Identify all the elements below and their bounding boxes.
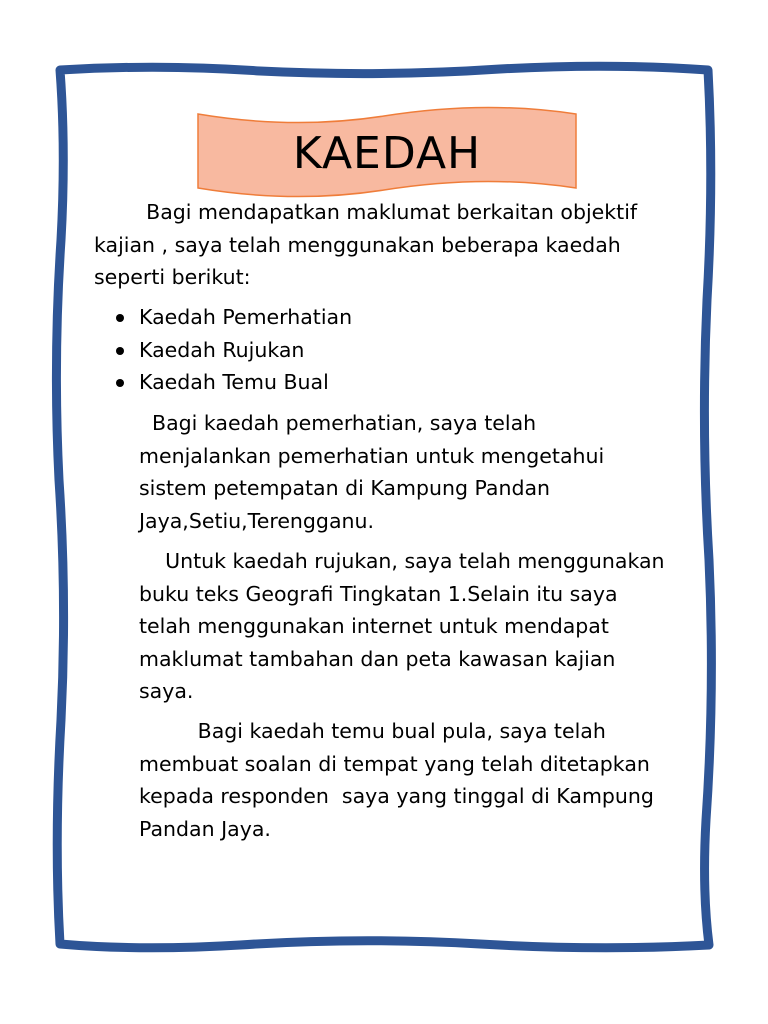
bullet-icon (116, 347, 124, 355)
text-line: sistem petempatan di Kampung Pandan (139, 476, 551, 500)
list-item (112, 334, 352, 367)
text-line: kepada responden saya yang tinggal di Kampung (139, 784, 654, 808)
text-line: buku teks Geografi Tingkatan 1.Selain itu saya (139, 581, 618, 606)
list-item (112, 366, 352, 399)
text-line: saya. (139, 679, 194, 703)
page-title: KAEDAH (292, 128, 482, 179)
text-line: Pandan Jaya. (139, 816, 271, 841)
methods-list (112, 301, 352, 399)
list-item (112, 301, 352, 334)
list-item-label: Kaedah Temu Bual (139, 370, 329, 394)
text-line: Untuk kaedah rujukan, saya telah menggunakan (139, 549, 665, 573)
intro-paragraph (94, 196, 637, 294)
text-line: Jaya,Setiu,Terengganu. (139, 508, 375, 533)
text-line: menjalankan pemerhatian untuk mengetahui (139, 443, 605, 468)
text-line: maklumat tambahan dan peta kawasan kajian (139, 646, 616, 671)
text-line: Bagi mendapatkan maklumat berkaitan objektif (94, 200, 638, 224)
text-line: seperti berikut: (94, 265, 251, 289)
reference-paragraph (139, 545, 665, 708)
text-line: Bagi kaedah temu bual pula, saya telah (139, 719, 606, 743)
list-item-label: Kaedah Rujukan (139, 337, 305, 362)
text-line: kajian , saya telah menggunakan beberapa kaedah (94, 232, 621, 257)
bullet-icon (116, 314, 124, 322)
text-line: telah menggunakan internet untuk mendapat (139, 614, 609, 638)
bullet-icon (116, 379, 124, 387)
interview-paragraph (139, 715, 654, 845)
text-line: Bagi kaedah pemerhatian, saya telah (139, 411, 537, 435)
list-item-label: Kaedah Pemerhatian (139, 305, 353, 329)
observation-paragraph (139, 407, 604, 537)
text-line: membuat soalan di tempat yang telah ditetapkan (139, 751, 650, 776)
